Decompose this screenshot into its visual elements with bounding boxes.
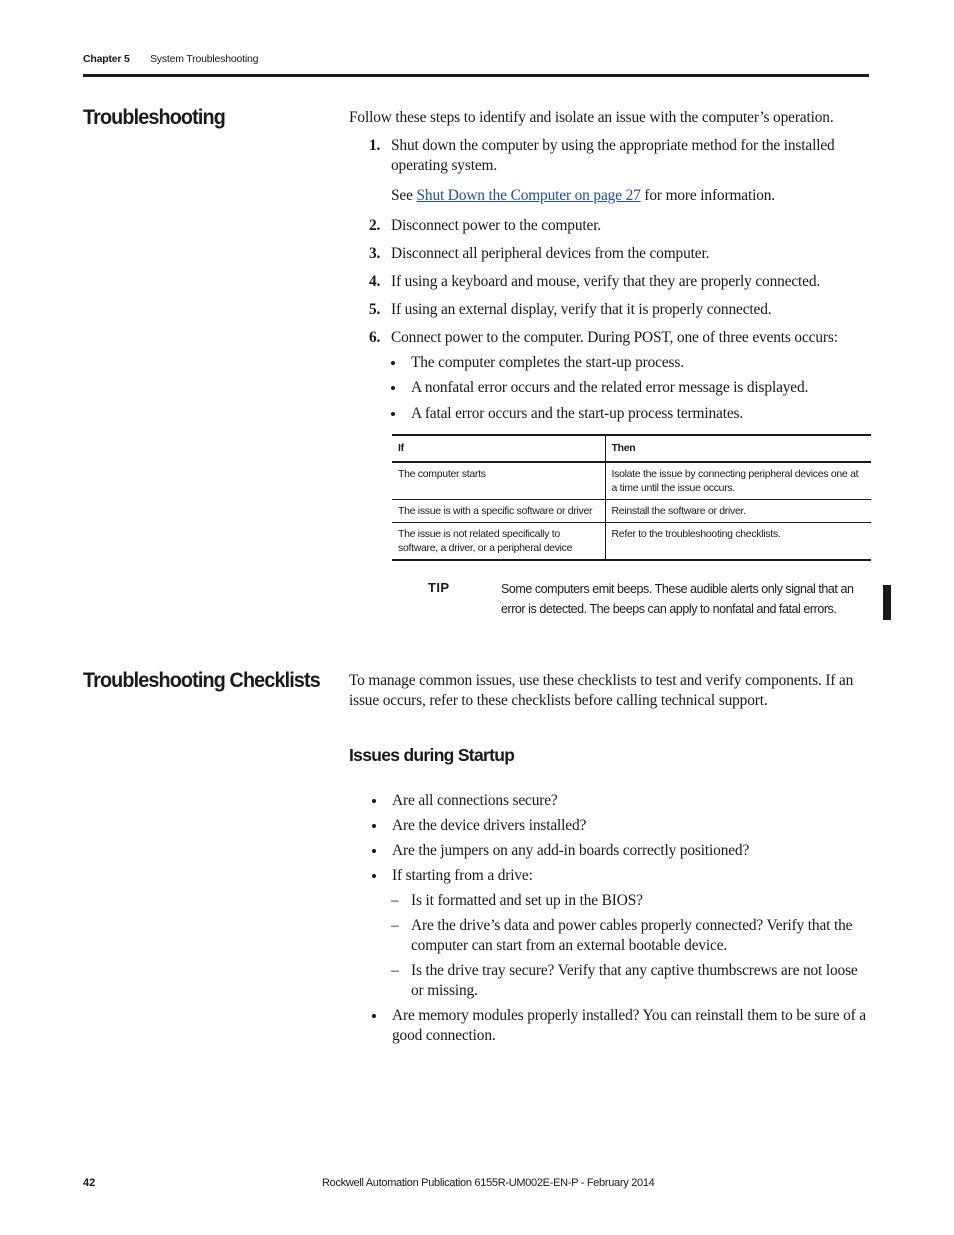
shut-down-link[interactable]: Shut Down the Computer on page 27 [416,187,641,204]
step-number: 3. [369,245,381,262]
see-reference [391,186,869,206]
table-row [392,500,871,523]
bullet-text: The computer completes the start-up process. [411,354,684,371]
step-number: 5. [369,301,381,318]
step-text: Connect power to the computer. During POST, one of three events occurs: [391,329,838,346]
table-cell-if: The computer starts [392,462,605,500]
dash-icon: – [391,962,399,979]
issues-startup-heading: Issues during Startup [349,745,515,765]
step-number: 1. [369,137,381,154]
checklists-intro: To manage common issues, use these checklists to test and verify components. If an issue occurs, refer to these checklists before calling technical support. [349,672,854,709]
bullet-text: A nonfatal error occurs and the related error message is displayed. [411,379,809,396]
step-number: 4. [369,273,381,290]
step-text: Disconnect power to the computer. [391,217,602,234]
header-rule [83,74,869,77]
table-cell-then: Refer to the troubleshooting checklists. [605,523,871,561]
step-number: 6. [369,329,381,346]
table-row [392,523,871,561]
tip-label: TIP [428,580,450,595]
bullet-text: Are the device drivers installed? [392,817,587,834]
step-text: If using an external display, verify that it is properly connected. [391,301,772,318]
bullet-icon [372,874,376,878]
chapter-title: System Troubleshooting [150,53,259,65]
bullet-icon [391,412,395,416]
step-text: Shut down the computer by using the appropriate method for the installed operating system. [391,137,835,174]
bullet-text: A fatal error occurs and the start-up process terminates. [411,405,744,422]
table-cell-if: The issue is not related specifically to software, a driver, or a peripheral device [392,523,605,561]
step-text: If using a keyboard and mouse, verify that they are properly connected. [391,273,821,290]
troubleshooting-heading: Troubleshooting [83,106,225,129]
chapter-number: Chapter 5 [83,53,130,65]
table-header-row [392,435,871,462]
subitem-text: Is the drive tray secure? Verify that any captive thumbscrews are not loose or missing. [411,962,858,999]
table-cell-if: The issue is with a specific software or driver [392,500,605,523]
tip-text: Some computers emit beeps. These audible alerts only signal that an error is detected. The beeps can apply to nonfatal and fatal errors. [501,582,854,616]
table-cell-then: Isolate the issue by connecting peripheral devices one at a time until the issue occurs. [605,462,871,500]
subitem-text: Are the drive’s data and power cables properly connected? Verify that the computer can start from an external bootable device. [411,917,853,954]
page-number: 42 [83,1177,96,1189]
bullet-icon [372,824,376,828]
bullet-icon [391,386,395,390]
table-header-if: If [392,435,605,462]
checklists-heading: Troubleshooting Checklists [83,669,320,692]
troubleshooting-intro: Follow these steps to identify and isolate an issue with the computer’s operation. [349,109,834,126]
if-then-table [392,434,871,561]
bullet-text: If starting from a drive: [392,867,533,884]
bullet-icon [372,849,376,853]
bullet-text: Are all connections secure? [392,792,558,809]
dash-icon: – [391,917,399,934]
bullet-icon [372,799,376,803]
subitem-text: Is it formatted and set up in the BIOS? [411,892,643,909]
bullet-icon [372,1014,376,1018]
step-text: Disconnect all peripheral devices from the computer. [391,245,710,262]
publication-info: Rockwell Automation Publication 6155R-UM002E-EN-P - February 2014 [322,1177,655,1189]
dash-icon: – [391,892,399,909]
table-header-then: Then [605,435,871,462]
see-suffix: for more information. [640,187,775,204]
table-row [392,462,871,500]
bullet-text: Are the jumpers on any add-in boards correctly positioned? [392,842,750,859]
bullet-icon [391,361,395,365]
bullet-text: Are memory modules properly installed? You can reinstall them to be sure of a good connection. [392,1007,866,1044]
revision-change-bar [883,585,891,620]
see-prefix: See [391,187,417,204]
table-cell-then: Reinstall the software or driver. [605,500,871,523]
step-number: 2. [369,217,381,234]
